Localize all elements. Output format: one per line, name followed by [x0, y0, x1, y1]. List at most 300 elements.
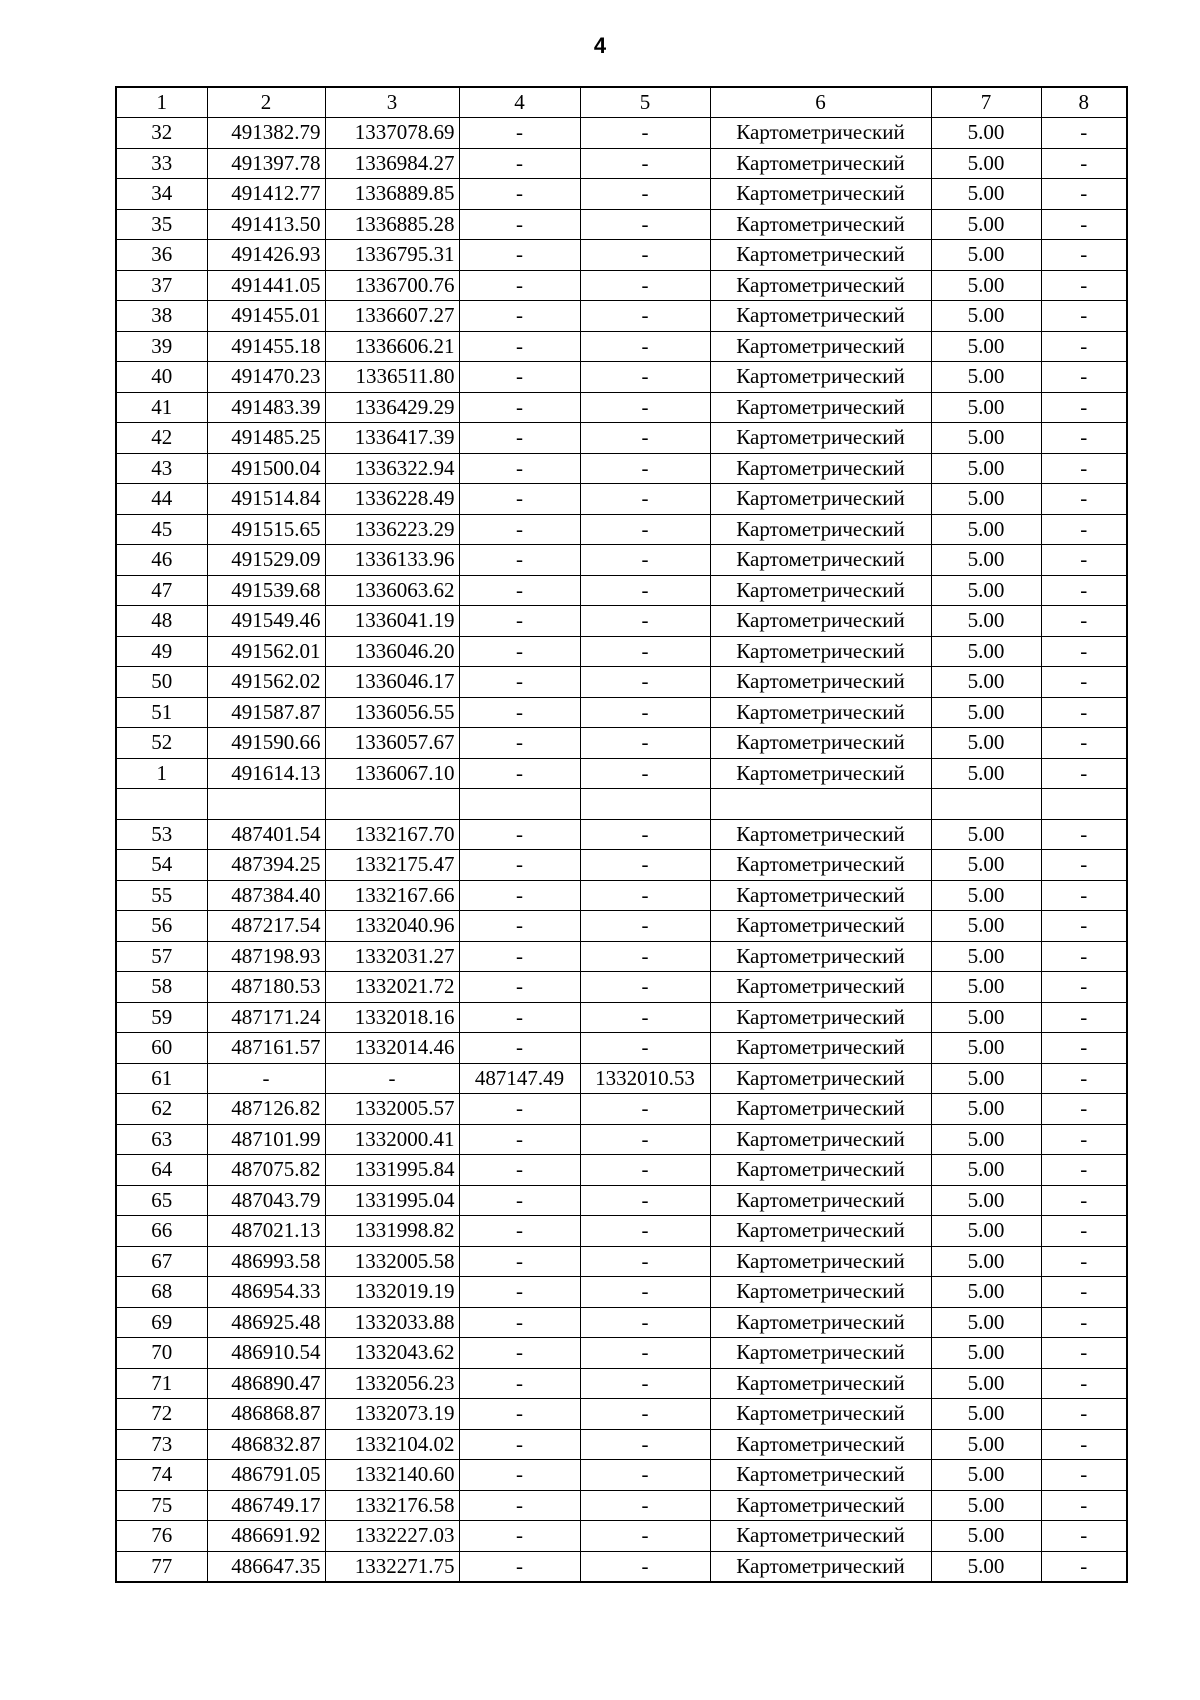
col8-cell: -: [1041, 484, 1127, 515]
x-coordinate-cell: 491562.01: [207, 636, 325, 667]
col5-cell: -: [580, 1490, 710, 1521]
col5-cell: -: [580, 1551, 710, 1582]
point-number-cell: 49: [116, 636, 207, 667]
point-number-cell: [116, 789, 207, 820]
point-number-cell: 54: [116, 850, 207, 881]
method-cell: Картометрический: [710, 1277, 931, 1308]
col4-cell: -: [459, 1094, 580, 1125]
point-number-cell: 48: [116, 606, 207, 637]
col8-cell: -: [1041, 118, 1127, 149]
accuracy-cell: 5.00: [931, 392, 1041, 423]
col5-cell: -: [580, 484, 710, 515]
accuracy-cell: 5.00: [931, 453, 1041, 484]
col4-cell: -: [459, 1521, 580, 1552]
method-cell: Картометрический: [710, 850, 931, 881]
col5-cell: -: [580, 1124, 710, 1155]
accuracy-cell: 5.00: [931, 1246, 1041, 1277]
point-number-cell: 53: [116, 819, 207, 850]
table-row: [116, 697, 1127, 728]
accuracy-cell: 5.00: [931, 1368, 1041, 1399]
y-coordinate-cell: 1332271.75: [325, 1551, 459, 1582]
accuracy-cell: 5.00: [931, 941, 1041, 972]
accuracy-cell: 5.00: [931, 1033, 1041, 1064]
col4-cell: -: [459, 911, 580, 942]
x-coordinate-cell: 491500.04: [207, 453, 325, 484]
col4-cell: -: [459, 1033, 580, 1064]
table-row: [116, 1216, 1127, 1247]
x-coordinate-cell: 487171.24: [207, 1002, 325, 1033]
x-coordinate-cell: 491515.65: [207, 514, 325, 545]
col8-cell: -: [1041, 270, 1127, 301]
point-number-cell: 76: [116, 1521, 207, 1552]
col5-cell: -: [580, 423, 710, 454]
col4-cell: -: [459, 1338, 580, 1369]
col4-cell: [459, 789, 580, 820]
y-coordinate-cell: 1332000.41: [325, 1124, 459, 1155]
col5-cell: -: [580, 1277, 710, 1308]
x-coordinate-cell: 491590.66: [207, 728, 325, 759]
accuracy-cell: 5.00: [931, 1490, 1041, 1521]
col8-cell: -: [1041, 1399, 1127, 1430]
y-coordinate-cell: 1337078.69: [325, 118, 459, 149]
table-row: [116, 606, 1127, 637]
accuracy-cell: 5.00: [931, 1002, 1041, 1033]
method-cell: Картометрический: [710, 1338, 931, 1369]
x-coordinate-cell: 491397.78: [207, 148, 325, 179]
accuracy-cell: 5.00: [931, 667, 1041, 698]
point-number-cell: 52: [116, 728, 207, 759]
col4-cell: -: [459, 514, 580, 545]
method-cell: Картометрический: [710, 514, 931, 545]
y-coordinate-cell: 1336606.21: [325, 331, 459, 362]
y-coordinate-cell: -: [325, 1063, 459, 1094]
x-coordinate-cell: 491539.68: [207, 575, 325, 606]
x-coordinate-cell: 487126.82: [207, 1094, 325, 1125]
x-coordinate-cell: 486993.58: [207, 1246, 325, 1277]
col8-cell: -: [1041, 301, 1127, 332]
method-cell: Картометрический: [710, 1094, 931, 1125]
method-cell: Картометрический: [710, 545, 931, 576]
table-row: [116, 667, 1127, 698]
x-coordinate-cell: 491455.18: [207, 331, 325, 362]
point-number-cell: 38: [116, 301, 207, 332]
col5-cell: -: [580, 1521, 710, 1552]
table-row: [116, 880, 1127, 911]
col4-cell: -: [459, 1551, 580, 1582]
table-row: [116, 331, 1127, 362]
y-coordinate-cell: 1336429.29: [325, 392, 459, 423]
col4-cell: -: [459, 1368, 580, 1399]
table-row: [116, 1185, 1127, 1216]
method-cell: Картометрический: [710, 270, 931, 301]
col4-cell: -: [459, 331, 580, 362]
table-row: [116, 1551, 1127, 1582]
y-coordinate-cell: 1331995.84: [325, 1155, 459, 1186]
header-cell-4: 4: [459, 87, 580, 118]
col5-cell: -: [580, 941, 710, 972]
table-row: [116, 1338, 1127, 1369]
col4-cell: -: [459, 1307, 580, 1338]
y-coordinate-cell: 1336417.39: [325, 423, 459, 454]
accuracy-cell: 5.00: [931, 1277, 1041, 1308]
y-coordinate-cell: 1336067.10: [325, 758, 459, 789]
point-number-cell: 73: [116, 1429, 207, 1460]
accuracy-cell: 5.00: [931, 1307, 1041, 1338]
x-coordinate-cell: 491614.13: [207, 758, 325, 789]
table-row: [116, 758, 1127, 789]
point-number-cell: 36: [116, 240, 207, 271]
accuracy-cell: 5.00: [931, 240, 1041, 271]
accuracy-cell: 5.00: [931, 697, 1041, 728]
table-body: [116, 87, 1127, 1582]
table-row: [116, 301, 1127, 332]
table-row: [116, 728, 1127, 759]
y-coordinate-cell: 1332056.23: [325, 1368, 459, 1399]
method-cell: Картометрический: [710, 118, 931, 149]
point-number-cell: 63: [116, 1124, 207, 1155]
method-cell: Картометрический: [710, 1155, 931, 1186]
point-number-cell: 39: [116, 331, 207, 362]
accuracy-cell: 5.00: [931, 514, 1041, 545]
col8-cell: [1041, 789, 1127, 820]
col8-cell: -: [1041, 1307, 1127, 1338]
y-coordinate-cell: 1336700.76: [325, 270, 459, 301]
col4-cell: -: [459, 758, 580, 789]
y-coordinate-cell: 1336133.96: [325, 545, 459, 576]
x-coordinate-cell: 486954.33: [207, 1277, 325, 1308]
col8-cell: -: [1041, 880, 1127, 911]
header-cell-7: 7: [931, 87, 1041, 118]
method-cell: Картометрический: [710, 1246, 931, 1277]
col4-cell: -: [459, 1490, 580, 1521]
point-number-cell: 32: [116, 118, 207, 149]
col4-cell: -: [459, 697, 580, 728]
col5-cell: -: [580, 1368, 710, 1399]
col4-cell: -: [459, 1155, 580, 1186]
accuracy-cell: 5.00: [931, 1460, 1041, 1491]
col5-cell: -: [580, 667, 710, 698]
x-coordinate-cell: 487180.53: [207, 972, 325, 1003]
accuracy-cell: 5.00: [931, 1521, 1041, 1552]
col4-cell: -: [459, 667, 580, 698]
y-coordinate-cell: 1332005.57: [325, 1094, 459, 1125]
col5-cell: -: [580, 728, 710, 759]
table-header-row: [116, 87, 1127, 118]
col4-cell: -: [459, 545, 580, 576]
table-row: [116, 453, 1127, 484]
y-coordinate-cell: 1332021.72: [325, 972, 459, 1003]
col4-cell: -: [459, 972, 580, 1003]
x-coordinate-cell: 486749.17: [207, 1490, 325, 1521]
table-row: [116, 1124, 1127, 1155]
col5-cell: -: [580, 1094, 710, 1125]
col8-cell: -: [1041, 850, 1127, 881]
col5-cell: -: [580, 911, 710, 942]
point-number-cell: 58: [116, 972, 207, 1003]
table-row: [116, 1460, 1127, 1491]
col4-cell: -: [459, 1429, 580, 1460]
x-coordinate-cell: 486832.87: [207, 1429, 325, 1460]
table-row: [116, 209, 1127, 240]
table-row: [116, 850, 1127, 881]
col4-cell: -: [459, 1124, 580, 1155]
col4-cell: -: [459, 1460, 580, 1491]
table-row: [116, 941, 1127, 972]
table-row: [116, 484, 1127, 515]
col5-cell: -: [580, 1155, 710, 1186]
col8-cell: -: [1041, 362, 1127, 393]
x-coordinate-cell: 486910.54: [207, 1338, 325, 1369]
col8-cell: -: [1041, 423, 1127, 454]
col4-cell: -: [459, 270, 580, 301]
x-coordinate-cell: 491514.84: [207, 484, 325, 515]
point-number-cell: 72: [116, 1399, 207, 1430]
y-coordinate-cell: 1336223.29: [325, 514, 459, 545]
accuracy-cell: 5.00: [931, 819, 1041, 850]
accuracy-cell: 5.00: [931, 423, 1041, 454]
table-row: [116, 545, 1127, 576]
method-cell: Картометрический: [710, 1429, 931, 1460]
method-cell: Картометрический: [710, 301, 931, 332]
point-number-cell: 66: [116, 1216, 207, 1247]
col5-cell: -: [580, 331, 710, 362]
accuracy-cell: 5.00: [931, 758, 1041, 789]
y-coordinate-cell: 1332073.19: [325, 1399, 459, 1430]
accuracy-cell: 5.00: [931, 1216, 1041, 1247]
col4-cell: -: [459, 1002, 580, 1033]
table-row: [116, 1246, 1127, 1277]
x-coordinate-cell: 486868.87: [207, 1399, 325, 1430]
col4-cell: -: [459, 453, 580, 484]
method-cell: Картометрический: [710, 1216, 931, 1247]
col5-cell: -: [580, 636, 710, 667]
col5-cell: -: [580, 392, 710, 423]
point-number-cell: 70: [116, 1338, 207, 1369]
point-number-cell: 40: [116, 362, 207, 393]
x-coordinate-cell: 491412.77: [207, 179, 325, 210]
point-number-cell: 64: [116, 1155, 207, 1186]
col5-cell: -: [580, 1246, 710, 1277]
col8-cell: -: [1041, 453, 1127, 484]
header-cell-8: 8: [1041, 87, 1127, 118]
accuracy-cell: 5.00: [931, 1338, 1041, 1369]
point-number-cell: 75: [116, 1490, 207, 1521]
col4-cell: -: [459, 606, 580, 637]
x-coordinate-cell: 487021.13: [207, 1216, 325, 1247]
point-number-cell: 65: [116, 1185, 207, 1216]
col5-cell: -: [580, 209, 710, 240]
point-number-cell: 55: [116, 880, 207, 911]
x-coordinate-cell: 487198.93: [207, 941, 325, 972]
col8-cell: -: [1041, 606, 1127, 637]
col5-cell: [580, 789, 710, 820]
y-coordinate-cell: 1332167.70: [325, 819, 459, 850]
col5-cell: -: [580, 1338, 710, 1369]
col5-cell: -: [580, 1216, 710, 1247]
col8-cell: -: [1041, 728, 1127, 759]
point-number-cell: 34: [116, 179, 207, 210]
col4-cell: -: [459, 636, 580, 667]
y-coordinate-cell: 1336984.27: [325, 148, 459, 179]
point-number-cell: 71: [116, 1368, 207, 1399]
x-coordinate-cell: 486691.92: [207, 1521, 325, 1552]
table-row: [116, 1094, 1127, 1125]
accuracy-cell: 5.00: [931, 880, 1041, 911]
col5-cell: -: [580, 1460, 710, 1491]
header-cell-1: 1: [116, 87, 207, 118]
col8-cell: -: [1041, 148, 1127, 179]
col8-cell: -: [1041, 1246, 1127, 1277]
table-row: [116, 819, 1127, 850]
col8-cell: -: [1041, 1368, 1127, 1399]
y-coordinate-cell: 1332040.96: [325, 911, 459, 942]
method-cell: Картометрический: [710, 1521, 931, 1552]
col5-cell: -: [580, 148, 710, 179]
y-coordinate-cell: 1332175.47: [325, 850, 459, 881]
accuracy-cell: 5.00: [931, 331, 1041, 362]
y-coordinate-cell: 1336795.31: [325, 240, 459, 271]
col8-cell: -: [1041, 1429, 1127, 1460]
point-number-cell: 77: [116, 1551, 207, 1582]
y-coordinate-cell: 1332005.58: [325, 1246, 459, 1277]
point-number-cell: 43: [116, 453, 207, 484]
coordinates-table: [115, 86, 1128, 1583]
table-row: [116, 1429, 1127, 1460]
table-row: [116, 392, 1127, 423]
accuracy-cell: 5.00: [931, 301, 1041, 332]
accuracy-cell: 5.00: [931, 911, 1041, 942]
accuracy-cell: 5.00: [931, 209, 1041, 240]
col5-cell: -: [580, 972, 710, 1003]
method-cell: Картометрический: [710, 667, 931, 698]
method-cell: Картометрический: [710, 179, 931, 210]
col4-cell: -: [459, 1246, 580, 1277]
accuracy-cell: 5.00: [931, 148, 1041, 179]
col4-cell: -: [459, 423, 580, 454]
table-row: [116, 1368, 1127, 1399]
method-cell: Картометрический: [710, 911, 931, 942]
col8-cell: -: [1041, 636, 1127, 667]
col8-cell: -: [1041, 1002, 1127, 1033]
point-number-cell: 62: [116, 1094, 207, 1125]
col4-cell: 487147.49: [459, 1063, 580, 1094]
method-cell: Картометрический: [710, 1307, 931, 1338]
point-number-cell: 51: [116, 697, 207, 728]
accuracy-cell: 5.00: [931, 270, 1041, 301]
col8-cell: -: [1041, 911, 1127, 942]
col5-cell: -: [580, 545, 710, 576]
accuracy-cell: 5.00: [931, 850, 1041, 881]
col8-cell: -: [1041, 209, 1127, 240]
accuracy-cell: 5.00: [931, 1124, 1041, 1155]
method-cell: Картометрический: [710, 240, 931, 271]
point-number-cell: 44: [116, 484, 207, 515]
method-cell: Картометрический: [710, 1490, 931, 1521]
col8-cell: -: [1041, 1033, 1127, 1064]
y-coordinate-cell: 1336063.62: [325, 575, 459, 606]
table-row: [116, 1490, 1127, 1521]
accuracy-cell: 5.00: [931, 636, 1041, 667]
accuracy-cell: 5.00: [931, 118, 1041, 149]
col5-cell: -: [580, 179, 710, 210]
point-number-cell: 57: [116, 941, 207, 972]
accuracy-cell: 5.00: [931, 575, 1041, 606]
col5-cell: -: [580, 270, 710, 301]
col8-cell: -: [1041, 697, 1127, 728]
x-coordinate-cell: 486890.47: [207, 1368, 325, 1399]
col5-cell: -: [580, 514, 710, 545]
table-row: [116, 1277, 1127, 1308]
x-coordinate-cell: -: [207, 1063, 325, 1094]
method-cell: Картометрический: [710, 1063, 931, 1094]
y-coordinate-cell: 1336056.55: [325, 697, 459, 728]
col8-cell: -: [1041, 667, 1127, 698]
col8-cell: -: [1041, 1521, 1127, 1552]
point-number-cell: 46: [116, 545, 207, 576]
col8-cell: -: [1041, 1551, 1127, 1582]
point-number-cell: 60: [116, 1033, 207, 1064]
y-coordinate-cell: 1332033.88: [325, 1307, 459, 1338]
method-cell: Картометрический: [710, 1551, 931, 1582]
point-number-cell: 74: [116, 1460, 207, 1491]
col5-cell: -: [580, 362, 710, 393]
table-row: [116, 911, 1127, 942]
method-cell: Картометрический: [710, 606, 931, 637]
col8-cell: -: [1041, 392, 1127, 423]
x-coordinate-cell: [207, 789, 325, 820]
header-cell-5: 5: [580, 87, 710, 118]
x-coordinate-cell: 491441.05: [207, 270, 325, 301]
col8-cell: -: [1041, 179, 1127, 210]
col4-cell: -: [459, 850, 580, 881]
col8-cell: -: [1041, 1063, 1127, 1094]
x-coordinate-cell: 487217.54: [207, 911, 325, 942]
point-number-cell: 35: [116, 209, 207, 240]
method-cell: Картометрический: [710, 1399, 931, 1430]
col4-cell: -: [459, 941, 580, 972]
col8-cell: -: [1041, 545, 1127, 576]
col8-cell: -: [1041, 1277, 1127, 1308]
page-number: 4: [593, 33, 607, 58]
method-cell: Картометрический: [710, 636, 931, 667]
method-cell: Картометрический: [710, 484, 931, 515]
x-coordinate-cell: 487401.54: [207, 819, 325, 850]
table-row: [116, 1399, 1127, 1430]
method-cell: Картометрический: [710, 758, 931, 789]
point-number-cell: 56: [116, 911, 207, 942]
point-number-cell: 47: [116, 575, 207, 606]
accuracy-cell: 5.00: [931, 484, 1041, 515]
point-number-cell: 69: [116, 1307, 207, 1338]
y-coordinate-cell: 1331995.04: [325, 1185, 459, 1216]
x-coordinate-cell: 491562.02: [207, 667, 325, 698]
col4-cell: -: [459, 209, 580, 240]
col8-cell: -: [1041, 575, 1127, 606]
col5-cell: -: [580, 697, 710, 728]
point-number-cell: 67: [116, 1246, 207, 1277]
y-coordinate-cell: 1332031.27: [325, 941, 459, 972]
method-cell: Картометрический: [710, 392, 931, 423]
col4-cell: -: [459, 392, 580, 423]
method-cell: Картометрический: [710, 575, 931, 606]
y-coordinate-cell: 1336041.19: [325, 606, 459, 637]
table-row: [116, 1155, 1127, 1186]
table-row: [116, 179, 1127, 210]
accuracy-cell: 5.00: [931, 362, 1041, 393]
col5-cell: -: [580, 301, 710, 332]
col5-cell: -: [580, 453, 710, 484]
col5-cell: -: [580, 819, 710, 850]
